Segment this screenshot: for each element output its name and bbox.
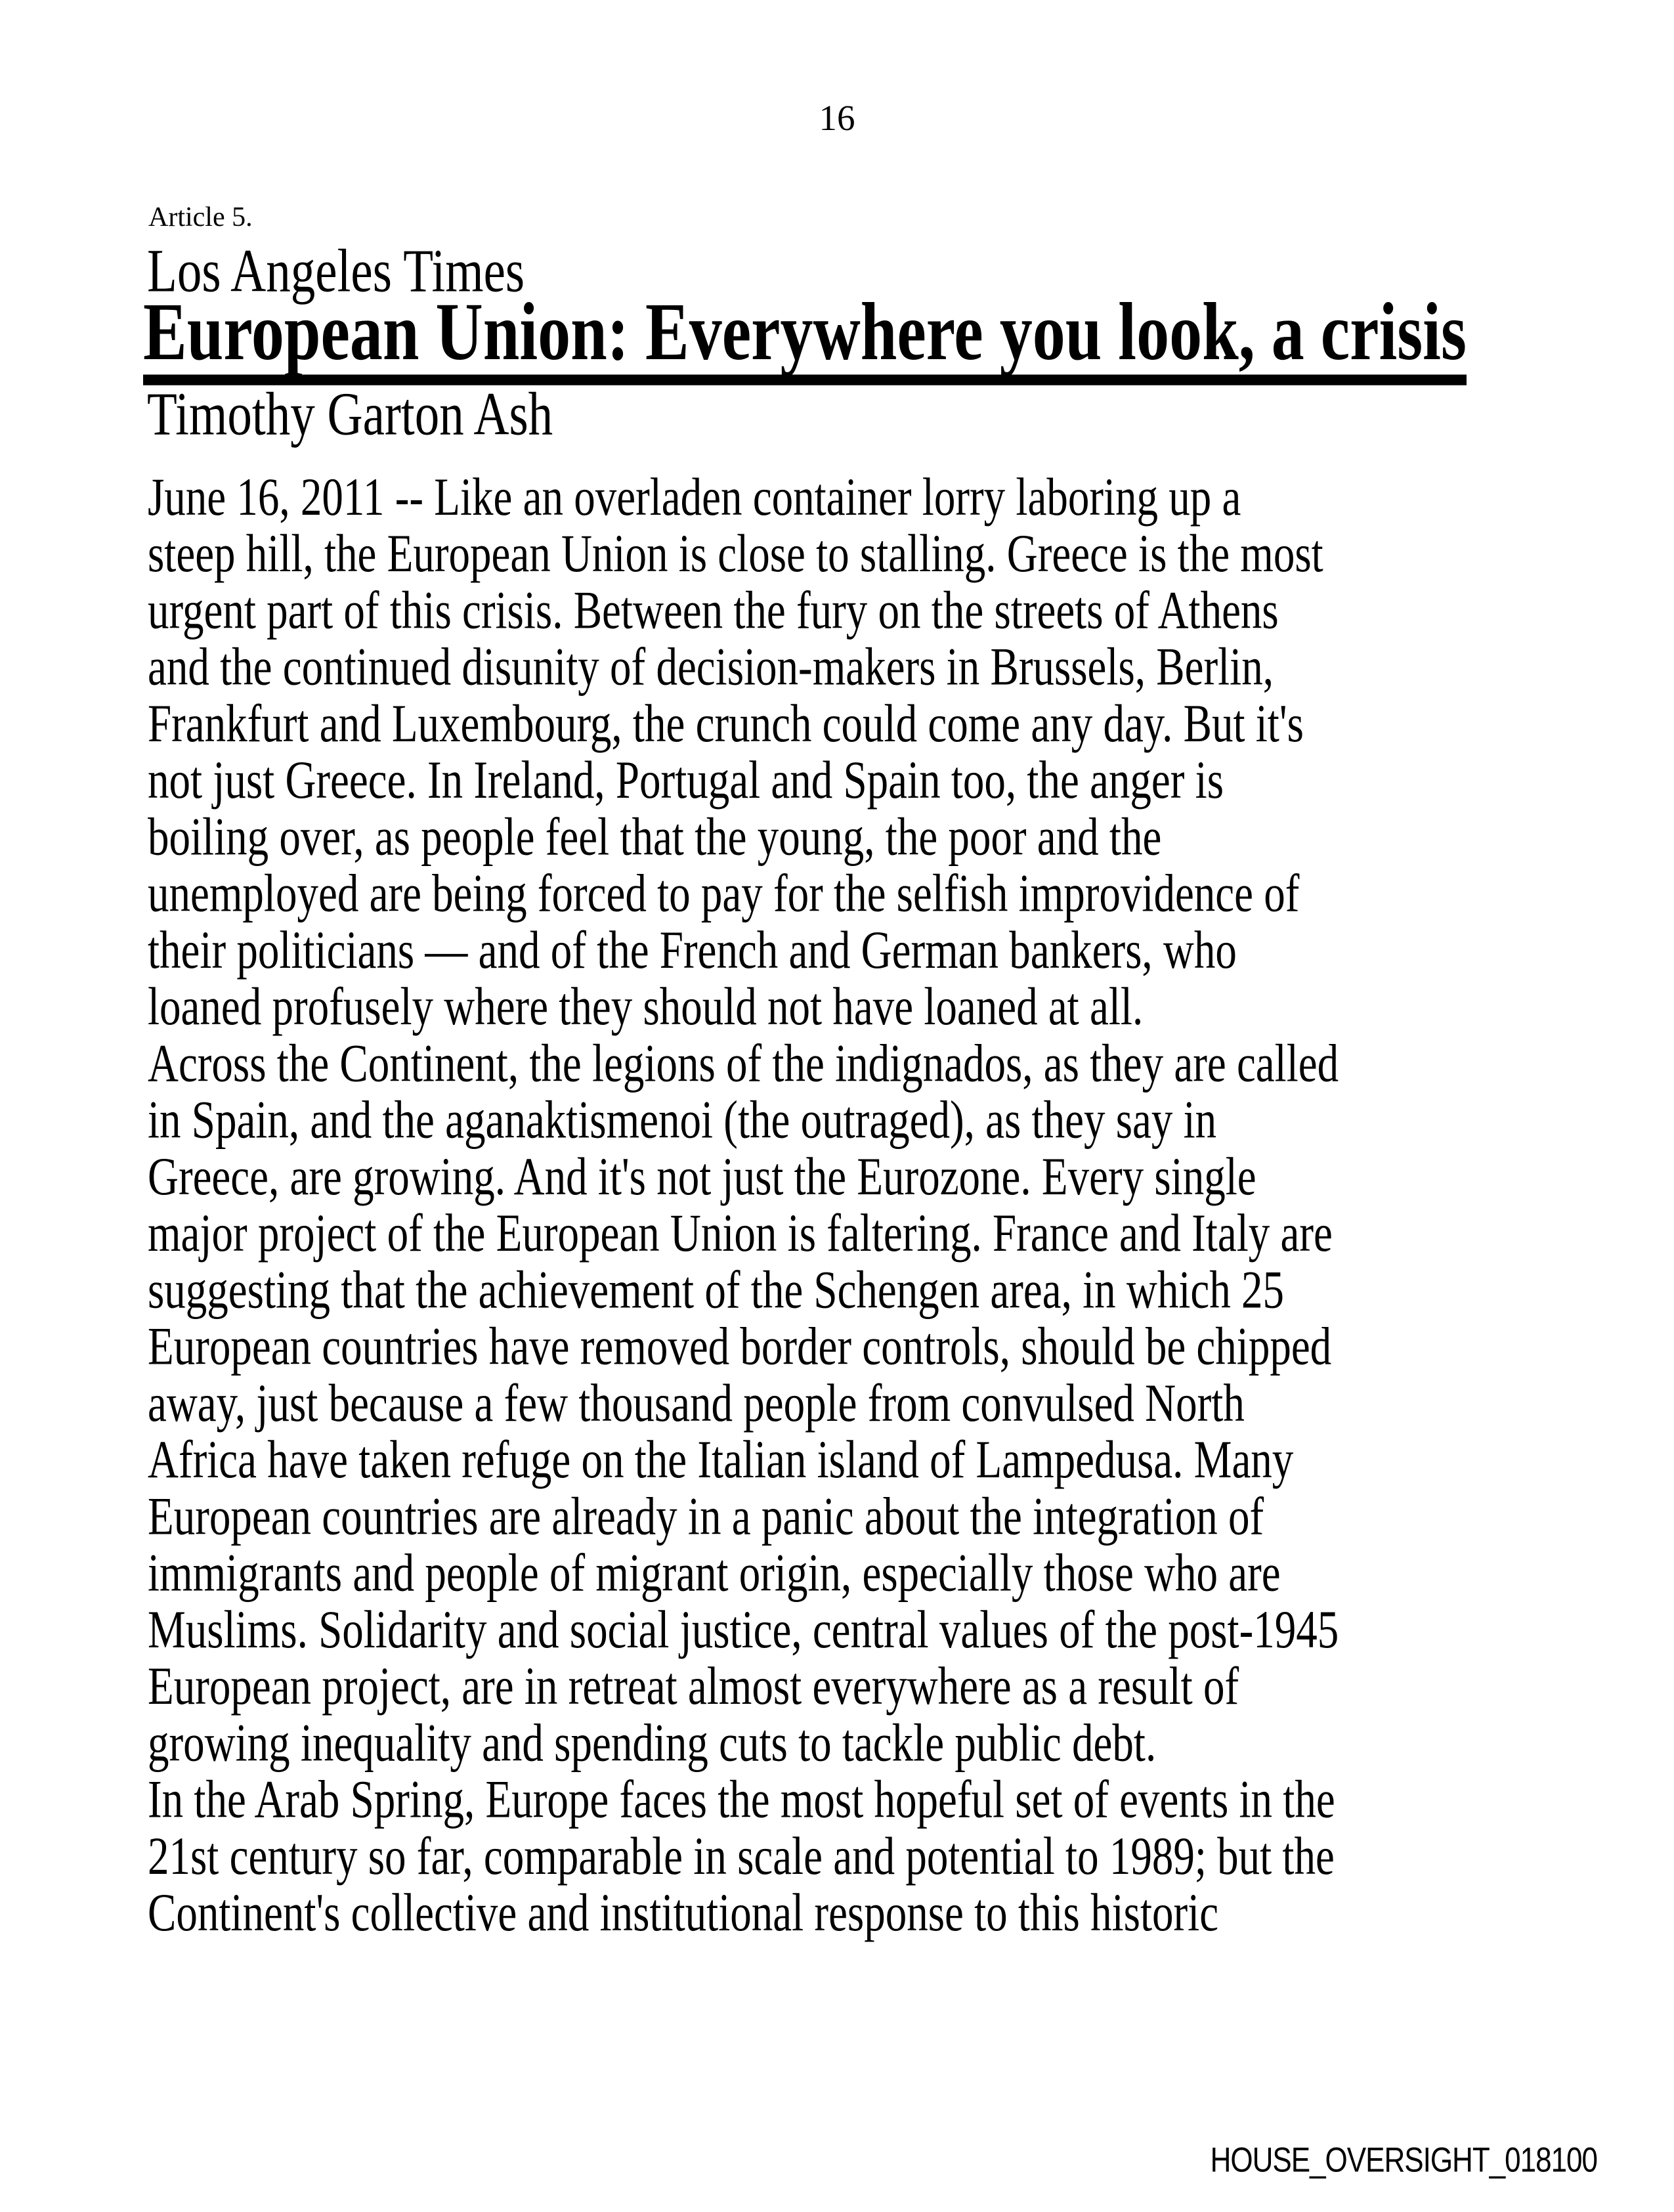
body-line: Greece, are growing. And it's not just the Eurozone. Every single — [148, 1147, 1256, 1207]
article-body — [148, 469, 1339, 1942]
article-headline — [143, 286, 1467, 385]
page-number: 16 — [819, 98, 855, 138]
body-line: and the continued disunity of decision-makers in Brussels, Berlin, — [148, 638, 1274, 697]
body-line: urgent part of this crisis. Between the fury on the streets of Athens — [148, 581, 1279, 640]
body-line: European countries have removed border controls, should be chipped — [148, 1317, 1332, 1377]
article-label: Article 5. — [148, 202, 253, 232]
body-line: In the Arab Spring, Europe faces the most hopeful set of events in the — [148, 1770, 1335, 1830]
body-line: immigrants and people of migrant origin, especially those who are — [148, 1544, 1281, 1603]
body-line: boiling over, as people feel that the young, the poor and the — [148, 808, 1162, 867]
body-line: their politicians — and of the French and German bankers, who — [148, 921, 1237, 980]
body-line: Continent's collective and institutional response to this historic — [148, 1883, 1219, 1943]
bates-number: HOUSE_OVERSIGHT_018100 — [1210, 2140, 1597, 2180]
body-line: in Spain, and the aganaktismenoi (the outraged), as they say in — [148, 1091, 1217, 1150]
body-line: major project of the European Union is faltering. France and Italy are — [148, 1204, 1333, 1263]
body-line: away, just because a few thousand people from convulsed North — [148, 1374, 1245, 1433]
body-line: Africa have taken refuge on the Italian island of Lampedusa. Many — [148, 1430, 1294, 1490]
headline-text: European Union: Everywhere you look, a crisis — [143, 291, 1467, 385]
body-line: unemployed are being forced to pay for the selfish improvidence of — [148, 864, 1300, 924]
body-line: steep hill, the European Union is close to stalling. Greece is the most — [148, 524, 1323, 584]
body-line: European project, are in retreat almost everywhere as a result of — [148, 1657, 1239, 1716]
publication-name: Los Angeles Times — [147, 236, 525, 305]
body-line: European countries are already in a panic about the integration of — [148, 1487, 1264, 1546]
body-line: loaned profusely where they should not have loaned at all. — [148, 977, 1144, 1037]
body-line: growing inequality and spending cuts to tackle public debt. — [148, 1714, 1157, 1773]
body-line: suggesting that the achievement of the Schengen area, in which 25 — [148, 1261, 1284, 1320]
body-line: Muslims. Solidarity and social justice, central values of the post-1945 — [148, 1600, 1339, 1660]
body-line: Across the Continent, the legions of the indignados, as they are called — [148, 1034, 1339, 1093]
body-line: Frankfurt and Luxembourg, the crunch could come any day. But it's — [148, 694, 1304, 754]
body-line: June 16, 2011 -- Like an overladen container lorry laboring up a — [148, 467, 1241, 527]
article-byline: Timothy Garton Ash — [147, 380, 553, 448]
body-line: 21st century so far, comparable in scale and potential to 1989; but the — [148, 1827, 1335, 1886]
body-line: not just Greece. In Ireland, Portugal and Spain too, the anger is — [148, 750, 1224, 810]
